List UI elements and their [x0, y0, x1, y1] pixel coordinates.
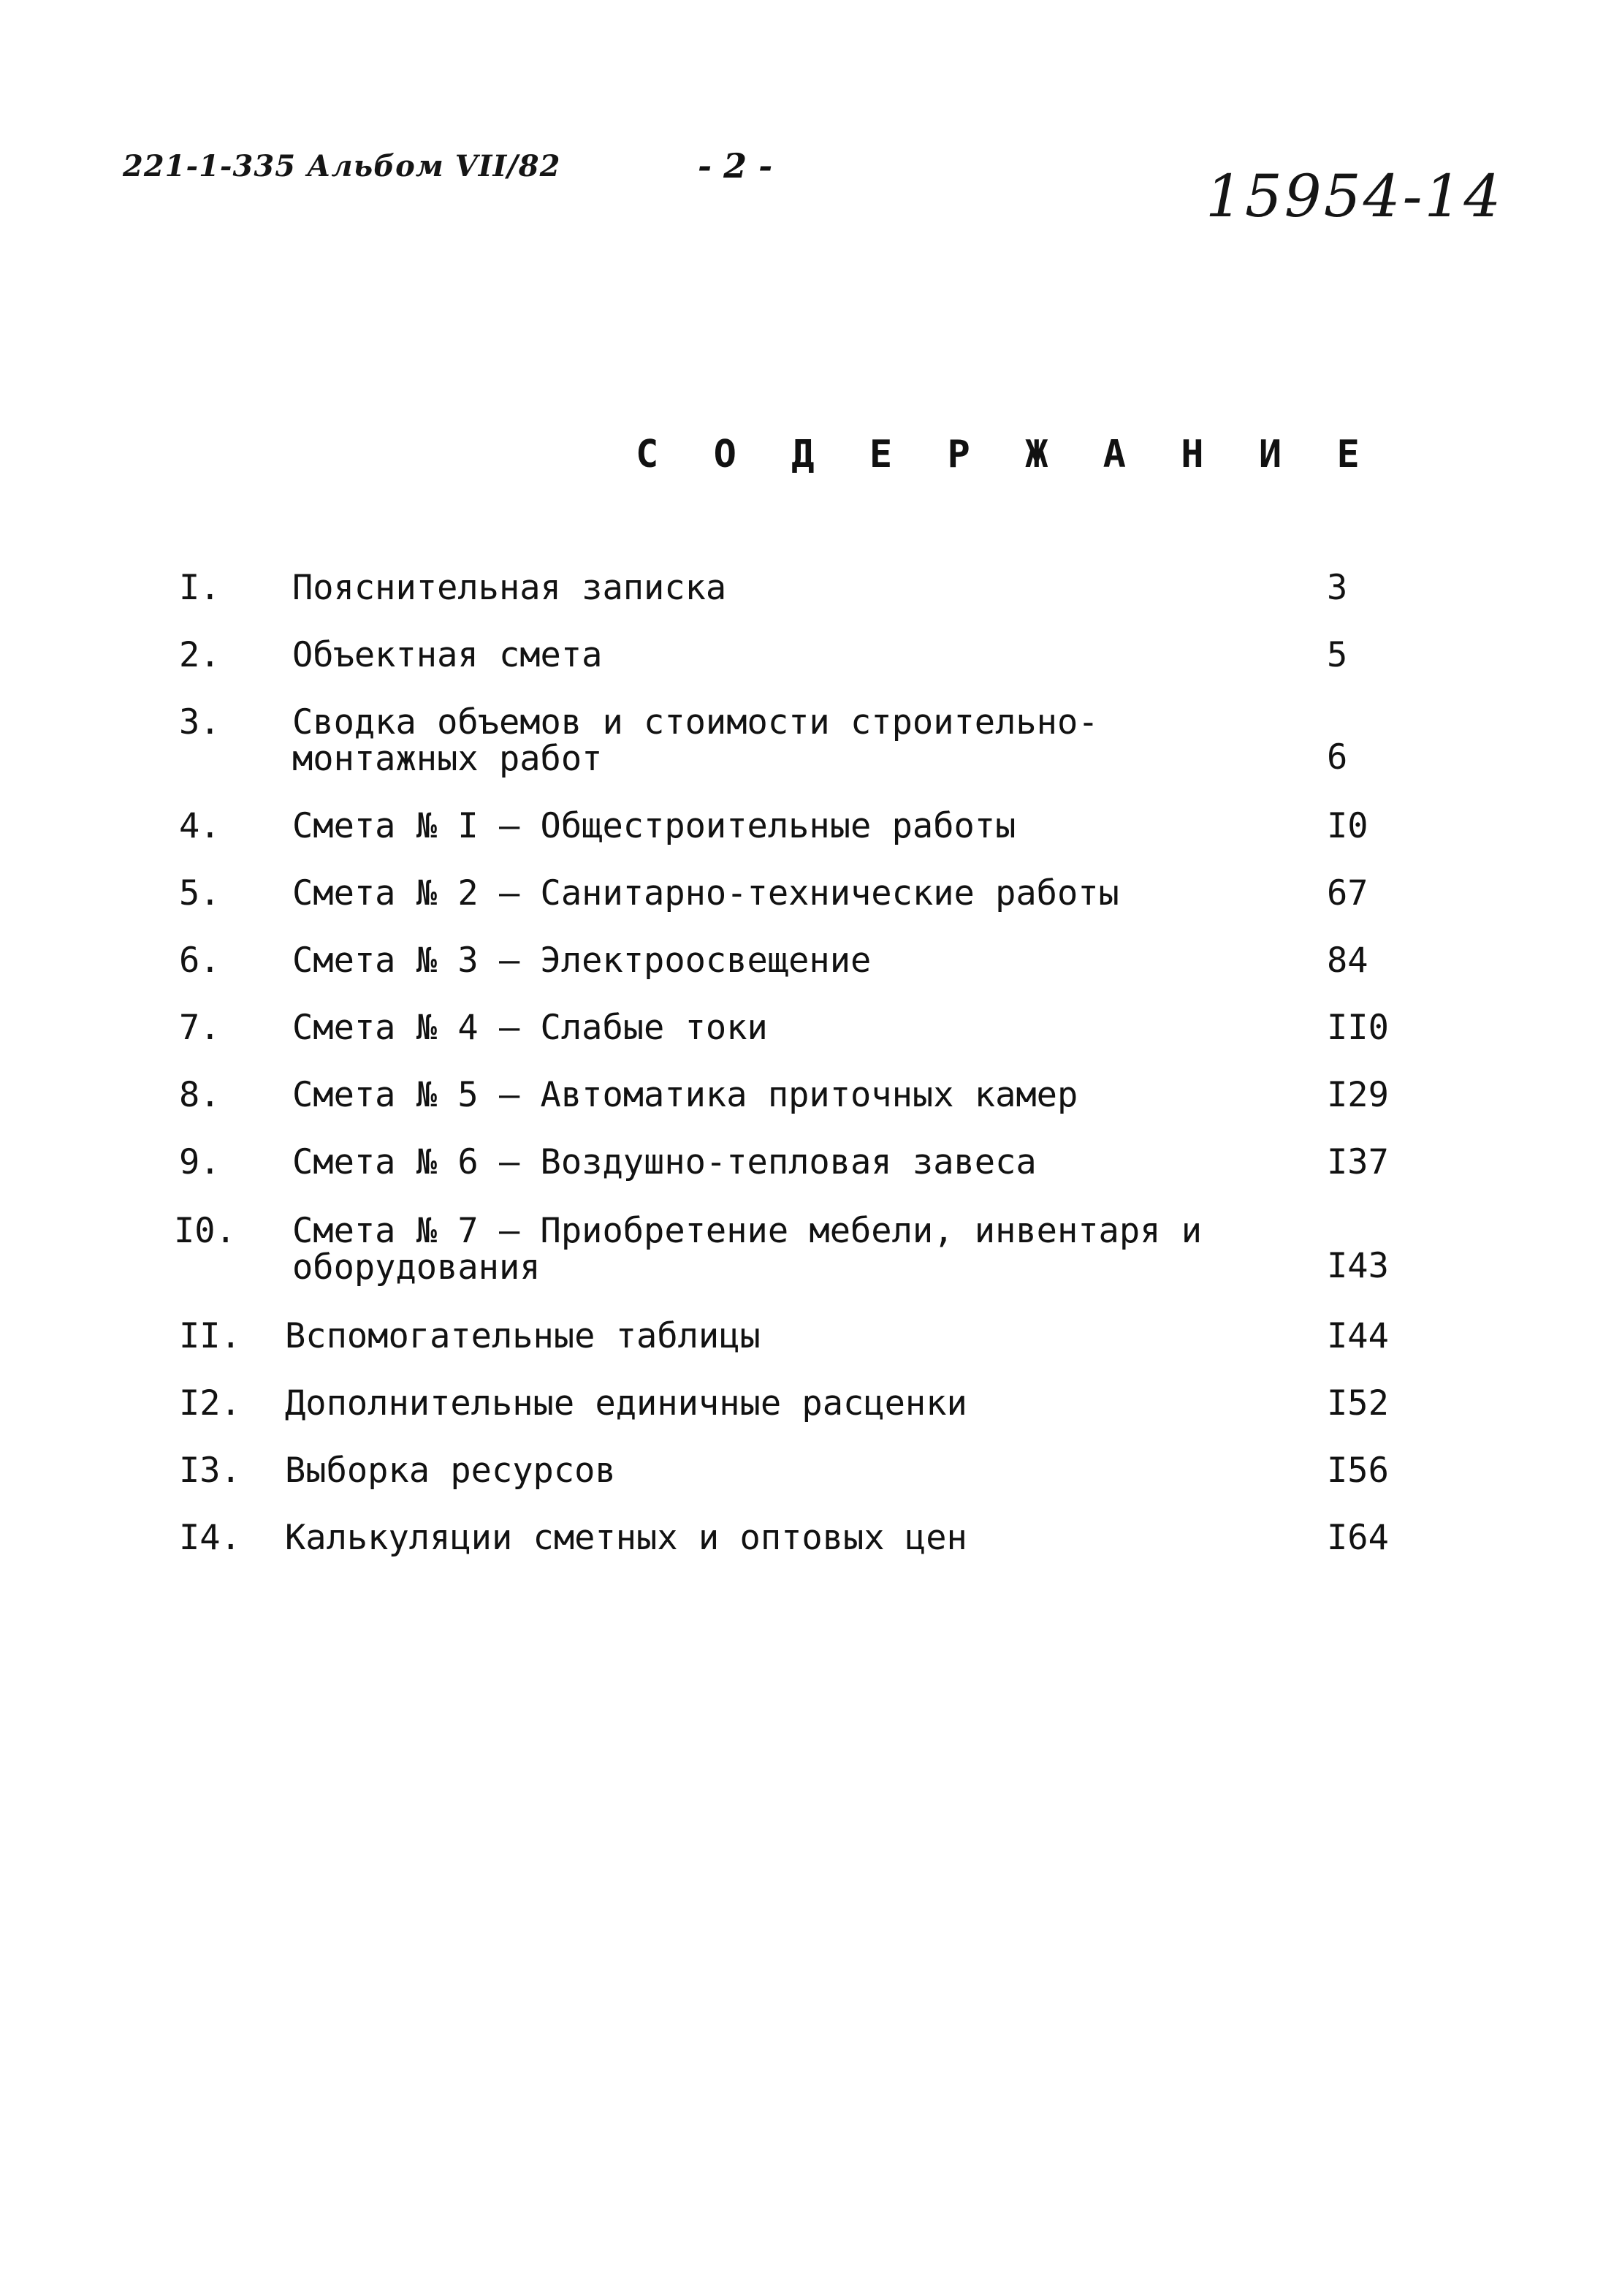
toc-entry-title: Объектная смета — [292, 635, 603, 675]
toc-entry-title: Смета № 5 – Автоматика приточных камер — [292, 1075, 1078, 1115]
toc-entry-number: 4. — [179, 806, 221, 846]
toc-entry-number: I4. — [179, 1518, 241, 1558]
toc-entry-page: 3 — [1327, 568, 1348, 608]
toc-entry-page: I29 — [1327, 1075, 1389, 1115]
toc-entry-title: Калькуляции сметных и оптовых цен — [285, 1518, 967, 1558]
toc-entry-number: I2. — [179, 1383, 241, 1423]
toc-entry-number: 5. — [179, 873, 221, 913]
toc-entry-number: I0. — [174, 1211, 236, 1251]
page-number: - 2 - — [698, 146, 773, 186]
toc-entry-page: I0 — [1327, 806, 1368, 846]
toc-entry-number: 3. — [179, 702, 221, 742]
toc-entry-page: II0 — [1327, 1008, 1389, 1048]
toc-entry-number: 7. — [179, 1008, 221, 1048]
toc-entry-page: I52 — [1327, 1383, 1389, 1423]
toc-entry-title: Смета № 6 – Воздушно-тепловая завеса — [292, 1142, 1037, 1182]
page-title: С О Д Е Р Ж А Н И Е — [636, 433, 1376, 476]
toc-entry-number: 8. — [179, 1075, 221, 1115]
toc-entry-number: I. — [179, 568, 221, 608]
toc-entry-title: Смета № 2 – Санитарно-технические работы — [292, 873, 1119, 913]
toc-entry-page: 6 — [1327, 737, 1348, 778]
toc-entry-page: I64 — [1327, 1518, 1389, 1558]
toc-entry-title: Смета № I – Общестроительные работы — [292, 806, 1016, 846]
toc-entry-title: Смета № 3 – Электроосвещение — [292, 940, 872, 981]
toc-entry-title: Смета № 4 – Слабые токи — [292, 1008, 768, 1048]
toc-entry-page: I56 — [1327, 1451, 1389, 1491]
toc-entry-page: I37 — [1327, 1142, 1389, 1182]
toc-entry-number: 6. — [179, 940, 221, 981]
toc-entry-number: 2. — [179, 635, 221, 675]
toc-entry-number: I3. — [179, 1451, 241, 1491]
toc-entry-number: 9. — [179, 1142, 221, 1182]
toc-entry-title: Вспомогательные таблицы — [285, 1316, 761, 1356]
toc-entry-title: Пояснительная записка — [292, 568, 727, 608]
toc-entry-title: Сводка объемов и стоимости строительно-монтажных работ — [292, 702, 1099, 779]
toc-entry-page: 5 — [1327, 635, 1348, 675]
toc-entry-title: Смета № 7 – Приобретение мебели, инвентаря и оборудования — [292, 1211, 1203, 1288]
handwritten-reference: 221-1-335 Альбом VII/82 — [123, 149, 561, 183]
toc-entry-title: Выборка ресурсов — [285, 1451, 616, 1491]
toc-entry-page: 67 — [1327, 873, 1368, 913]
toc-entry-page: I43 — [1327, 1246, 1389, 1286]
toc-entry-title: Дополнительные единичные расценки — [285, 1383, 967, 1423]
toc-entry-number: II. — [179, 1316, 241, 1356]
handwritten-document-number: 15954-14 — [1206, 162, 1504, 230]
toc-entry-page: 84 — [1327, 940, 1368, 981]
toc-entry-page: I44 — [1327, 1316, 1389, 1356]
